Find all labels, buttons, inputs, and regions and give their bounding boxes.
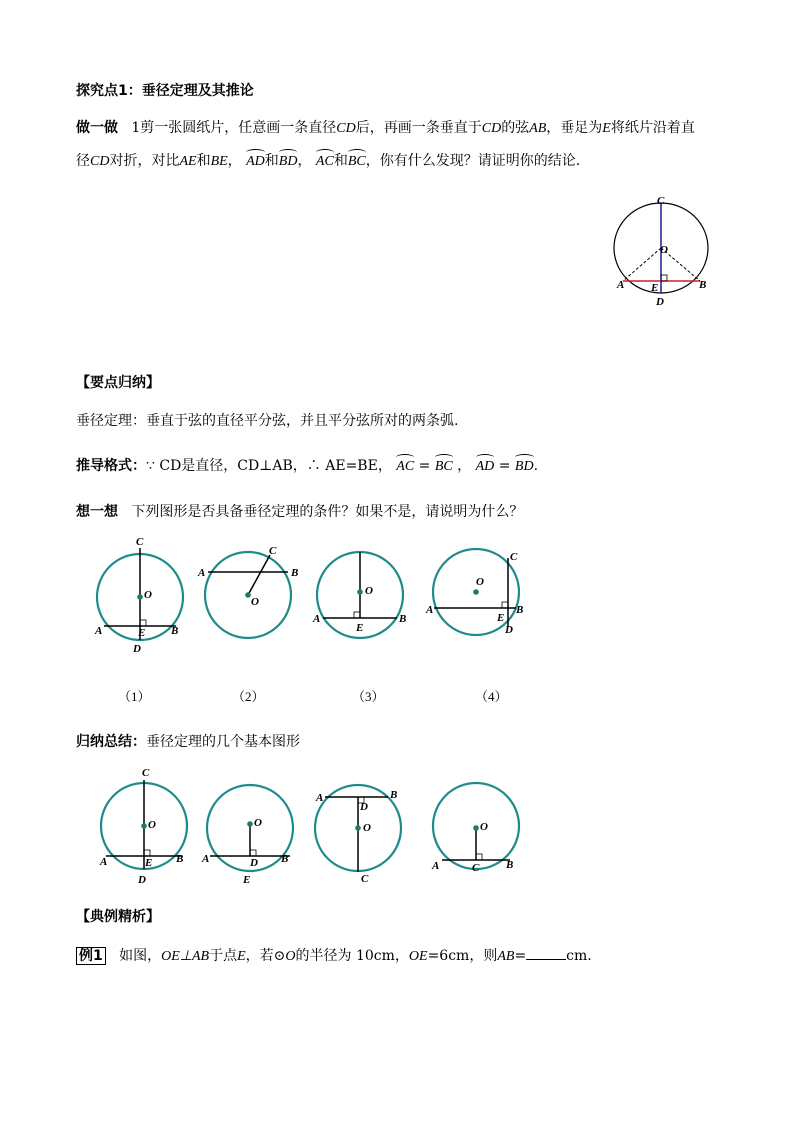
derive-text: ， (452, 458, 472, 474)
think-figures (88, 530, 538, 655)
think-text: 下列图形是否具备垂径定理的条件？如果不是，请说明为什么？ (131, 504, 524, 520)
label-o: O (363, 822, 371, 834)
activity-text: 将纸片沿着直 (610, 120, 695, 136)
example-oe-ab: OE⊥AB (161, 949, 210, 964)
label-a: A (316, 792, 324, 804)
label-c: C (269, 545, 277, 557)
arc-ac: AC (315, 154, 334, 169)
label-a: A (95, 625, 103, 637)
activity-text: 后，再画一条垂直于 (355, 120, 482, 136)
example-oe: OE (408, 949, 428, 964)
label-o: O (476, 576, 484, 588)
label-b: B (390, 789, 398, 801)
summary-figure-1 (99, 767, 187, 886)
derive-text: = (414, 458, 435, 474)
label-b: B (399, 613, 407, 625)
label-d: D (133, 643, 141, 655)
label-d: D (250, 857, 258, 869)
label-o: O (254, 817, 262, 829)
main-circle-figure (605, 193, 720, 313)
label-a: A (313, 613, 321, 625)
example-text: 如图， (119, 948, 162, 964)
activity-text: ， (227, 153, 242, 169)
arc-bc: BC (434, 459, 453, 474)
label-e: E (138, 627, 146, 639)
example-text: cm. (566, 948, 592, 964)
example-o: O (285, 949, 296, 964)
activity-label: 做一做 (76, 120, 118, 136)
label-e: E (356, 622, 364, 634)
label-a: A (432, 860, 440, 872)
summary-line (76, 731, 300, 751)
derive-text: . (533, 458, 539, 474)
label-e: E (145, 857, 153, 869)
summary-text: 垂径定理的几个基本图形 (146, 734, 300, 750)
label-b: B (699, 279, 707, 291)
label-d: D (138, 874, 146, 886)
derive-text: ∵ CD是直径，CD⊥AB，∴ AE=BE， (146, 458, 392, 474)
radius-oa (623, 248, 661, 281)
label-a: A (426, 604, 434, 616)
label-a: A (202, 853, 210, 865)
summary-figures (92, 762, 532, 887)
caption-1: （1） (118, 689, 151, 704)
theorem-text: 垂径定理：垂直于弦的直径平分弦，并且平分弦所对的两条弧. (76, 413, 459, 429)
caption-4: （4） (475, 689, 508, 704)
label-a: A (100, 856, 108, 868)
section-title: 探究点1：垂径定理及其推论 (76, 83, 254, 99)
arc-bd: BD (278, 154, 298, 169)
examples-header: 【典例精析】 (76, 909, 160, 925)
example-e: E (237, 949, 246, 964)
label-b: B (506, 859, 514, 871)
label-d: D (505, 624, 513, 636)
key-points-header: 【要点归纳】 (76, 375, 160, 391)
label-o: O (144, 589, 152, 601)
activity-ab: AB (529, 121, 547, 136)
think-figure-4 (425, 549, 523, 636)
activity-text: 和 (333, 153, 348, 169)
summary-label: 归纳总结： (76, 734, 146, 750)
label-d: D (360, 801, 368, 813)
example-ab: AB (497, 949, 515, 964)
activity-text: 和 (264, 153, 279, 169)
activity-e: E (602, 121, 611, 136)
example-label: 例1 (76, 947, 106, 965)
answer-blank[interactable] (526, 947, 566, 960)
activity-text: 1剪一张圆纸片，任意画一条直径 (131, 120, 337, 136)
activity-ae: AE (179, 154, 197, 169)
derive-line (76, 455, 538, 475)
arc-ad: AD (475, 459, 495, 474)
label-a: A (198, 567, 206, 579)
label-d: D (656, 296, 664, 308)
label-c: C (657, 195, 665, 207)
arc-bc: BC (347, 154, 366, 169)
summary-figure-3 (315, 785, 401, 885)
summary-figure-4 (431, 783, 519, 874)
activity-cd: CD (336, 121, 356, 136)
activity-text: 径 (76, 153, 90, 169)
label-o: O (480, 821, 488, 833)
derive-text: = (494, 458, 515, 474)
example-text: =6cm，则 (427, 948, 498, 964)
label-e: E (651, 282, 659, 294)
label-b: B (171, 625, 179, 637)
label-c: C (142, 767, 150, 779)
label-c: C (361, 873, 369, 885)
label-e: E (243, 874, 251, 886)
example-1 (76, 945, 592, 965)
label-e: E (497, 612, 505, 624)
label-o: O (251, 596, 259, 608)
activity-text: ， (297, 153, 312, 169)
activity-text: ，你有什么发现？请证明你的结论. (365, 153, 581, 169)
activity-cd: CD (90, 154, 110, 169)
think-figure-1 (94, 536, 183, 655)
summary-figure-2 (201, 785, 293, 886)
label-b: B (516, 604, 524, 616)
label-c: C (472, 862, 480, 874)
activity-text: ，垂足为 (546, 120, 603, 136)
activity-be: BE (210, 154, 228, 169)
example-text: 于点 (209, 948, 238, 964)
derive-label: 推导格式： (76, 458, 146, 474)
arc-bd: BD (514, 459, 534, 474)
think-figure-2 (197, 545, 298, 638)
activity-cd: CD (481, 121, 502, 136)
caption-2: （2） (232, 689, 265, 704)
example-text: 的半径为 10cm， (295, 948, 409, 964)
example-text: = (514, 948, 527, 964)
activity-line-2 (76, 150, 580, 170)
think-label: 想一想 (76, 504, 118, 520)
caption-3: （3） (352, 689, 385, 704)
activity-text: 的弦 (501, 120, 530, 136)
label-a: A (617, 279, 625, 291)
arc-ad: AD (246, 154, 265, 169)
arc-ac: AC (396, 459, 415, 474)
label-o: O (148, 819, 156, 831)
label-o: O (660, 244, 668, 256)
label-o: O (365, 585, 373, 597)
label-b: B (291, 567, 299, 579)
right-angle-mark (661, 275, 667, 281)
label-c: C (136, 536, 144, 548)
activity-line-1 (76, 117, 695, 137)
label-b: B (176, 853, 184, 865)
think-line (76, 501, 523, 521)
activity-text: 和 (196, 153, 211, 169)
label-b: B (281, 853, 289, 865)
activity-text: 对折，对比 (109, 153, 180, 169)
label-c: C (510, 551, 518, 563)
example-text: ，若⊙ (245, 948, 286, 964)
think-figure-3 (312, 552, 406, 638)
